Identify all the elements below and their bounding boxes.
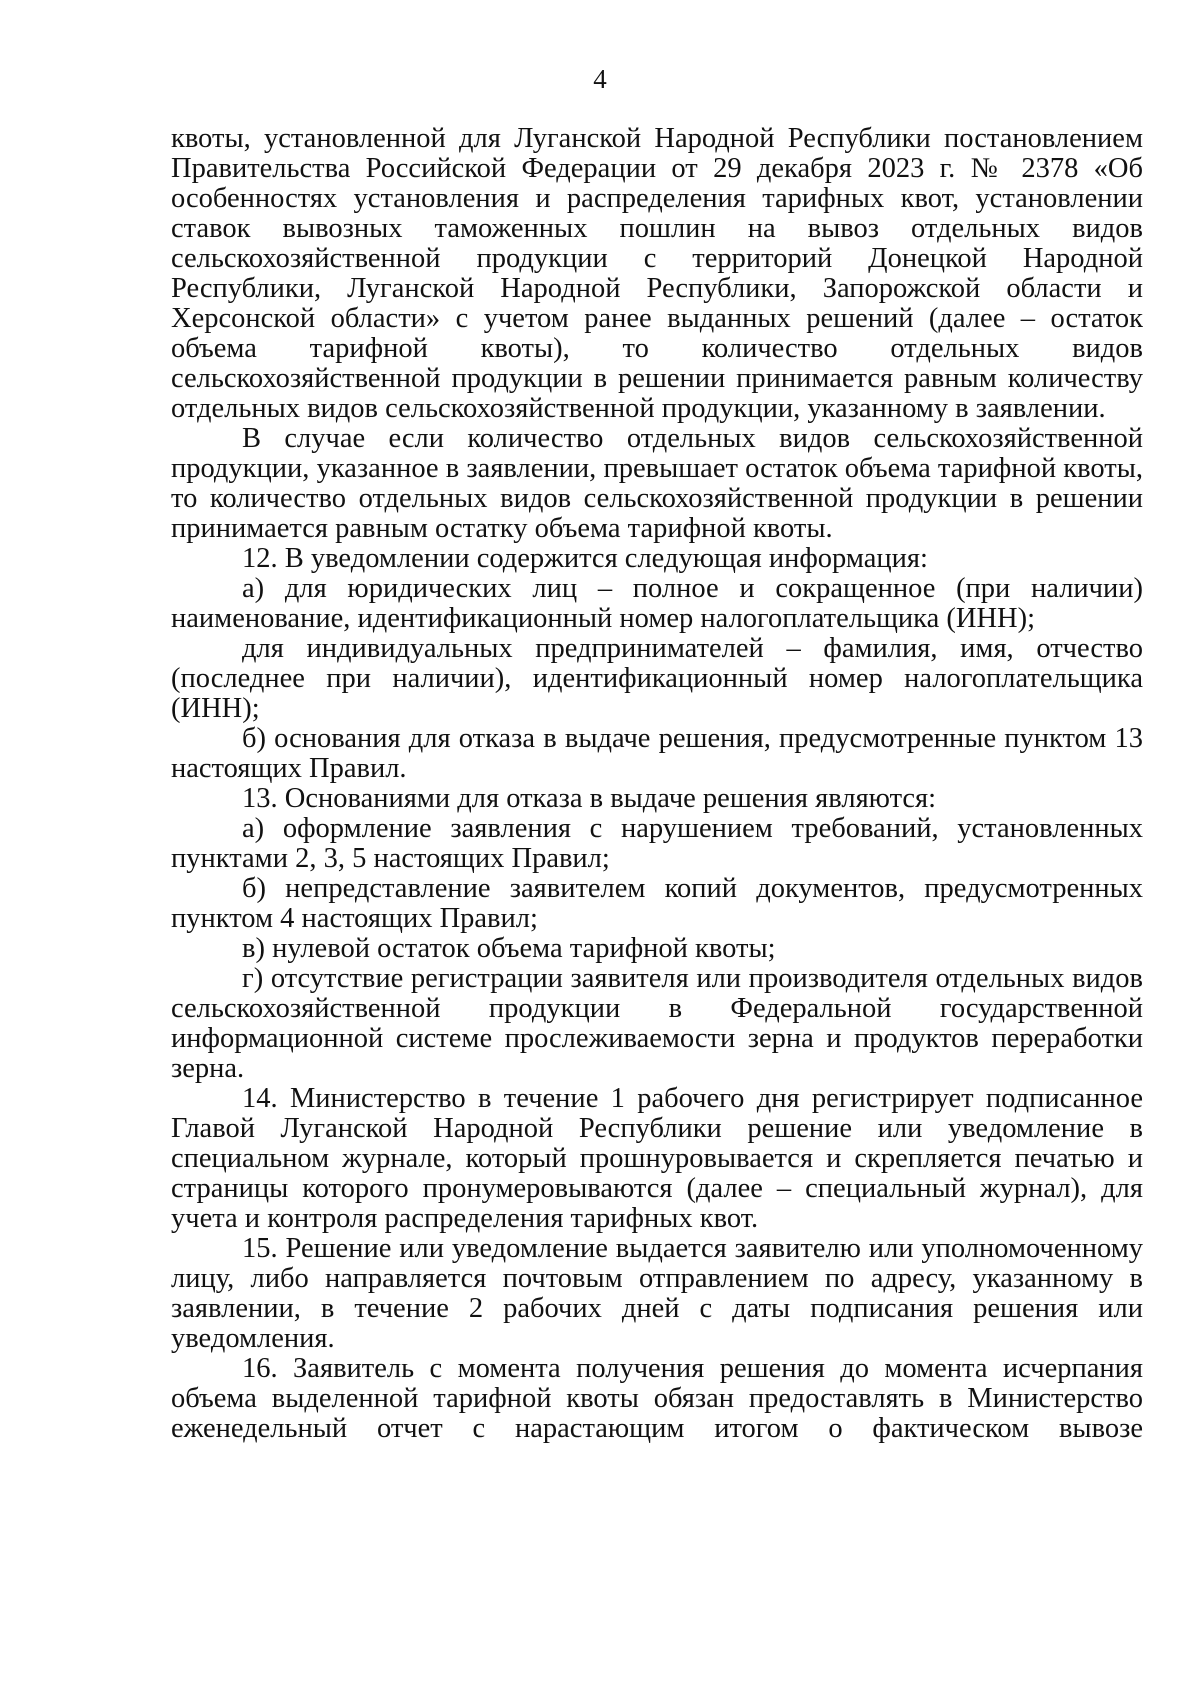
document-body bbox=[171, 124, 1143, 1444]
paragraph-item-12-b: б) основания для отказа в выдаче решения, предусмотренные пунктом 13 настоящих Правил. bbox=[171, 723, 1143, 784]
paragraph-item-12-a: а) для юридических лиц – полное и сокращенное (при наличии) наименование, идентификационный номер налогоплательщика (ИНН); bbox=[171, 573, 1143, 634]
paragraph-item-13-g: г) отсутствие регистрации заявителя или производителя отдельных видов сельскохозяйственной продукции в Федеральной государственной информационной системе прослеживаемости зерна и продуктов переработки зерна. bbox=[171, 963, 1143, 1084]
paragraph-quota-continuation: квоты, установленной для Луганской Народной Республики постановлением Правительства Российской Федерации от 29 декабря 2023 г. № 2378 «Об особенностях установления и распределения тарифных квот, установлении ставок вывозных таможенных пошлин на вывоз отдельных видов сельскохозяйственной продукции с территорий Донецкой Народной Республики, Луганской Народной Республики, Запорожской области и Херсонской области» с учетом ранее выданных решений (далее – остаток объема тарифной квоты), то количество отдельных видов сельскохозяйственной продукции в решении принимается равным количеству отдельных видов сельскохозяйственной продукции, указанному в заявлении. bbox=[171, 123, 1143, 424]
paragraph-item-13-b: б) непредставление заявителем копий документов, предусмотренных пунктом 4 настоящих Правил; bbox=[171, 873, 1143, 934]
paragraph-item-12-a-individuals: для индивидуальных предпринимателей – фамилия, имя, отчество (последнее при наличии), идентификационный номер налогоплательщика (ИНН); bbox=[171, 633, 1143, 724]
paragraph-item-16: 16. Заявитель с момента получения решения до момента исчерпания объема выделенной тарифной квоты обязан предоставлять в Министерство еженедельный отчет с нарастающим итогом о фактическом вывозе bbox=[171, 1353, 1143, 1444]
paragraph-quota-exceeded: В случае если количество отдельных видов сельскохозяйственной продукции, указанное в заявлении, превышает остаток объема тарифной квоты, то количество отдельных видов сельскохозяйственной продукции в решении принимается равным остатку объема тарифной квоты. bbox=[171, 423, 1143, 544]
paragraph-item-13: 13. Основаниями для отказа в выдаче решения являются: bbox=[242, 783, 937, 814]
paragraph-item-14: 14. Министерство в течение 1 рабочего дня регистрирует подписанное Главой Луганской Народной Республики решение или уведомление в специальном журнале, который прошнуровывается и скрепляется печатью и страницы которого пронумеровываются (далее – специальный журнал), для учета и контроля распределения тарифных квот. bbox=[171, 1083, 1143, 1234]
paragraph-item-13-v: в) нулевой остаток объема тарифной квоты; bbox=[242, 933, 776, 964]
paragraph-item-13-a: а) оформление заявления с нарушением требований, установленных пунктами 2, 3, 5 настоящих Правил; bbox=[171, 813, 1143, 874]
paragraph-item-15: 15. Решение или уведомление выдается заявителю или уполномоченному лицу, либо направляется почтовым отправлением по адресу, указанному в заявлении, в течение 2 рабочих дней с даты подписания решения или уведомления. bbox=[171, 1233, 1143, 1354]
paragraph-item-12: 12. В уведомлении содержится следующая информация: bbox=[242, 543, 928, 574]
page-number: 4 bbox=[593, 64, 607, 94]
